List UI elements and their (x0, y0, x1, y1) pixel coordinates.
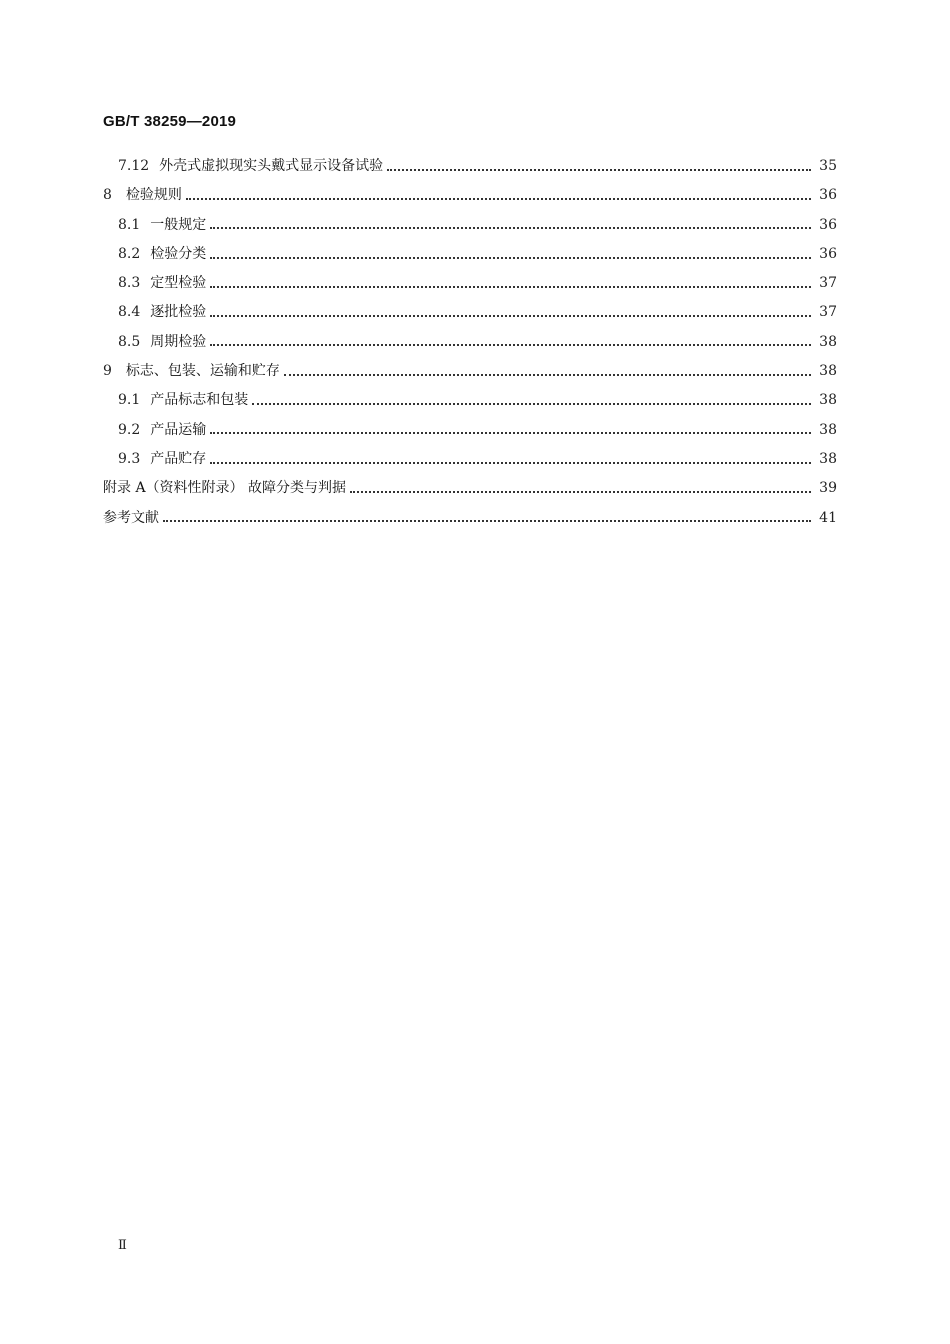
toc-entry-number: 7.12 (118, 158, 150, 174)
toc-entry-title: 产品运输 (150, 421, 207, 438)
toc-entry-title: 逐批检验 (150, 304, 207, 321)
toc-entry-number: 9.3 (118, 450, 141, 467)
toc-entry-title: 参考文献 (103, 509, 159, 526)
toc-entry-number: 8 (103, 187, 112, 204)
toc-entry-title: 产品贮存 (150, 450, 207, 467)
dot-leader (284, 365, 811, 379)
toc-entry-7-12[interactable] (103, 152, 837, 181)
dot-leader (387, 160, 811, 174)
toc-entry-page: 36 (819, 187, 837, 204)
toc-entry-page: 38 (819, 392, 837, 409)
toc-entry-number: 9.1 (118, 392, 141, 409)
toc-entry-9-2[interactable] (103, 416, 837, 445)
toc-entry-page: 38 (819, 333, 837, 350)
dot-leader (210, 335, 811, 349)
toc-entry-page: 37 (819, 275, 837, 292)
toc-entry-appendix-a[interactable] (103, 474, 837, 503)
toc-entry-8-2[interactable] (103, 240, 837, 269)
toc-entry-9-1[interactable] (103, 386, 837, 415)
toc-entry-title: 外壳式虚拟现实头戴式显示设备试验 (159, 158, 384, 174)
toc-entry-title: 一般规定 (150, 216, 207, 233)
dot-leader (350, 482, 811, 496)
toc-entry-title: 附录 A（资料性附录） 故障分类与判据 (103, 480, 347, 497)
toc-entry-title: 定型检验 (150, 275, 207, 292)
toc-entry-page: 41 (819, 509, 837, 526)
toc-entry-9[interactable] (103, 357, 837, 386)
toc-entry-page: 38 (819, 363, 837, 380)
toc-entry-page: 36 (819, 216, 837, 233)
dot-leader (210, 453, 811, 467)
toc-entry-title: 检验规则 (125, 187, 182, 204)
toc-entry-title: 周期检验 (150, 333, 207, 350)
toc-entry-number: 8.4 (118, 304, 141, 321)
toc-entry-number: 9.2 (118, 421, 141, 438)
dot-leader (210, 277, 811, 291)
toc-entry-8-3[interactable] (103, 269, 837, 298)
toc-entry-title: 检验分类 (150, 245, 207, 262)
page-number: Ⅱ (118, 1238, 127, 1253)
toc-entry-8-4[interactable] (103, 298, 837, 327)
dot-leader (210, 423, 811, 437)
toc-entry-references[interactable] (103, 504, 837, 533)
dot-leader (210, 248, 811, 262)
dot-leader (252, 394, 811, 408)
dot-leader (210, 306, 811, 320)
dot-leader (210, 218, 811, 232)
toc-entry-9-3[interactable] (103, 445, 837, 474)
toc-entry-number: 8.5 (118, 333, 141, 350)
toc-entry-page: 38 (819, 450, 837, 467)
toc-entry-8-5[interactable] (103, 328, 837, 357)
toc-entry-number: 8.3 (118, 275, 141, 292)
dot-leader (163, 511, 811, 525)
toc-entry-8[interactable] (103, 181, 837, 210)
toc-entry-number: 8.2 (118, 245, 141, 262)
toc-entry-8-1[interactable] (103, 211, 837, 240)
table-of-contents (103, 152, 837, 533)
toc-entry-number: 9 (103, 363, 112, 380)
standard-code: GB/T 38259—2019 (103, 113, 237, 130)
toc-entry-page: 37 (819, 304, 837, 321)
toc-entry-title: 产品标志和包装 (150, 392, 249, 409)
toc-entry-page: 36 (819, 245, 837, 262)
toc-entry-number: 8.1 (118, 216, 141, 233)
dot-leader (186, 189, 811, 203)
toc-entry-page: 39 (819, 480, 837, 497)
toc-entry-title: 标志、包装、运输和贮存 (125, 363, 280, 380)
toc-entry-page: 38 (819, 421, 837, 438)
toc-entry-page: 35 (819, 158, 837, 174)
